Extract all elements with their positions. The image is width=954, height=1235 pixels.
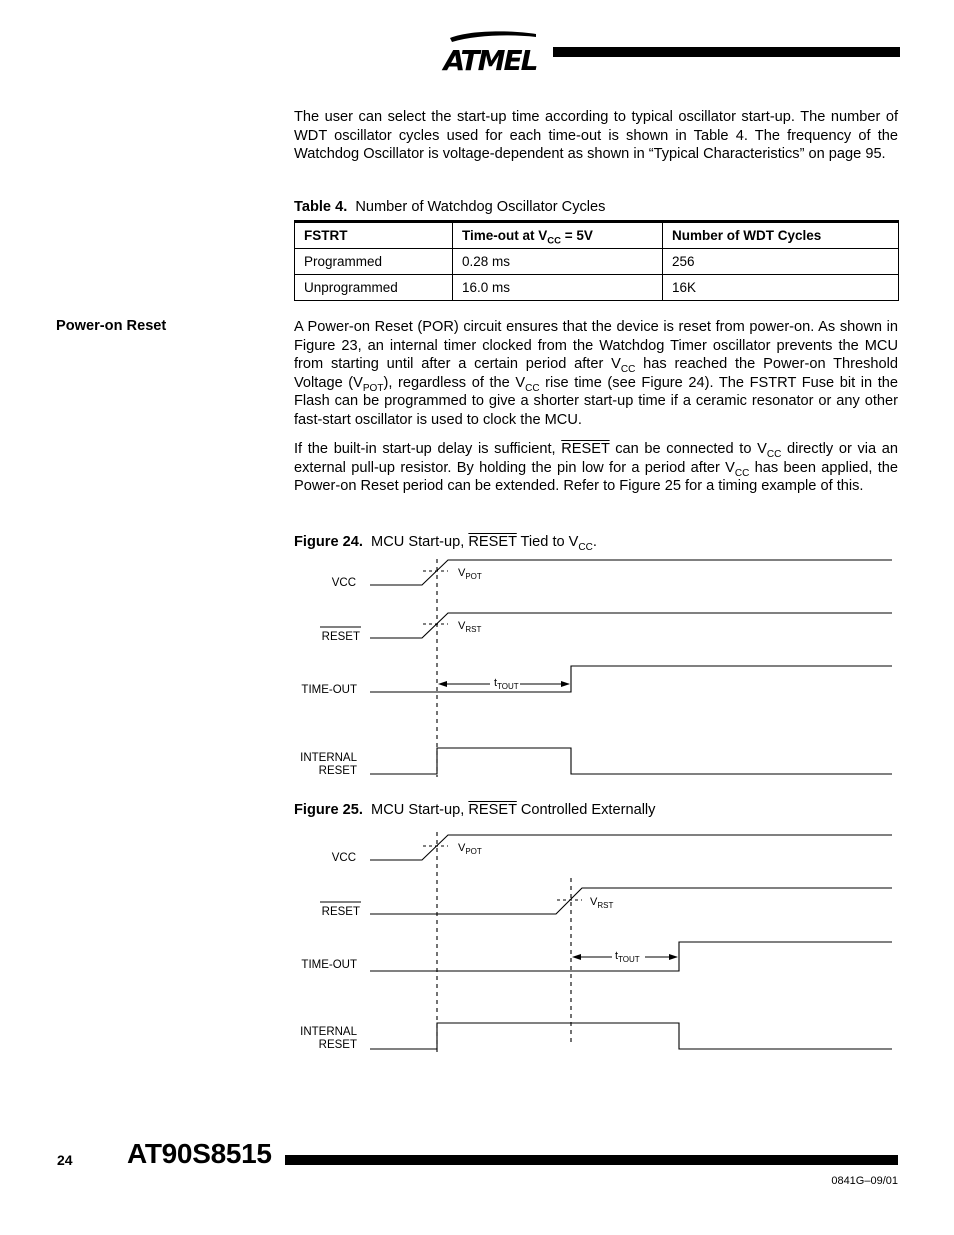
footer-rule: [285, 1155, 898, 1165]
cell-cycles: 256: [663, 249, 899, 275]
table4-caption: [294, 199, 605, 215]
atmel-logo: [440, 28, 540, 76]
header-rule: [553, 47, 900, 57]
signal-label-vcc: VCC: [331, 852, 356, 864]
figure24-timing-diagram: [290, 555, 900, 785]
signal-label-reset: RESET: [321, 906, 360, 918]
table4-caption-text: Number of Watchdog Oscillator Cycles: [355, 199, 606, 215]
header-wdt-cycles: Number of WDT Cycles: [663, 222, 899, 249]
signal-label-internal: INTERNAL: [300, 1026, 357, 1038]
signal-label-vcc: VCC: [331, 577, 356, 589]
signal-label-time-out: TIME-OUT: [301, 959, 357, 971]
cell-fstrt: Programmed: [295, 249, 453, 275]
annotation-vrst: $V_{RST}$: [590, 896, 614, 910]
header-timeout: Time-out at $V_{CC} = 5V$: [453, 222, 663, 249]
table-row: [295, 249, 899, 275]
por-paragraph-1: A Power-on Reset (POR) circuit ensures that the device is reset from power-on. As shown in Figure 23, an internal timer clocked from the Watchdog Timer oscillator prevents the MCU from starting until after a certain period after $V_{CC}$ has reached the Power-on Threshold Voltage $(V_{POT})$, regardless of the $V_{CC}$ rise time (see Figure 24). The FSTRT Fuse bit in the Flash can be programmed to give a shorter start-up time if a ceramic resonator or any other fast-start oscillator is used to clock the MCU.: [294, 319, 898, 428]
figure25-caption: Figure 25. MCU Start-up, RESET Controlled Externally: [294, 802, 656, 818]
annotation-ttout: $t_{TOUT}$: [615, 950, 640, 964]
signal-label-internal-reset: RESET: [318, 1039, 357, 1051]
figure25-timing-diagram: [290, 828, 900, 1058]
table4-caption-label: Table 4.: [294, 199, 348, 215]
table-row: [295, 275, 899, 301]
header-fstrt: FSTRT: [295, 222, 453, 249]
section-heading-power-on-reset: Power-on Reset: [56, 318, 167, 334]
document-title: AT90S8515: [127, 1138, 272, 1169]
cell-timeout: 16.0 ms: [453, 275, 663, 301]
logo-text: ATMEL: [443, 44, 537, 76]
figure24-caption: Figure 24. MCU Start-up, RESET Tied to $V_{CC}$.: [294, 534, 597, 553]
page-number: 24: [57, 1152, 73, 1168]
por-paragraph-2: If the built-in start-up delay is sufficient, RESET can be connected to $V_{CC}$ directly or via an external pull-up resistor. By holding the pin low for a period after $V_{CC}$ has been applied, the Power-on Reset period can be extended. Refer to Figure 25 for a timing example of this.: [294, 441, 899, 495]
cell-cycles: 16K: [663, 275, 899, 301]
cell-fstrt: Unprogrammed: [295, 275, 453, 301]
signal-label-internal: INTERNAL: [300, 752, 357, 764]
annotation-vpot: $V_{POT}$: [458, 842, 482, 856]
annotation-vpot: $V_{POT}$: [458, 567, 482, 581]
signal-label-reset: RESET: [321, 631, 360, 643]
watchdog-cycles-table: [294, 220, 899, 301]
table-header-row: [295, 222, 899, 249]
signal-label-internal-reset: RESET: [318, 765, 357, 777]
annotation-vrst: $V_{RST}$: [458, 620, 482, 634]
signal-label-time-out: TIME-OUT: [301, 684, 357, 696]
intro-paragraph: The user can select the start-up time according to typical oscillator start-up. The number of WDT oscillator cycles used for each time-out is shown in Table 4. The frequency of the Watchdog Oscillator is voltage-dependent as shown in “Typical Characteristics” on page 95.: [294, 109, 898, 163]
cell-timeout: 0.28 ms: [453, 249, 663, 275]
annotation-ttout: $t_{TOUT}$: [494, 677, 519, 691]
document-code: 0841G–09/01: [831, 1175, 898, 1187]
